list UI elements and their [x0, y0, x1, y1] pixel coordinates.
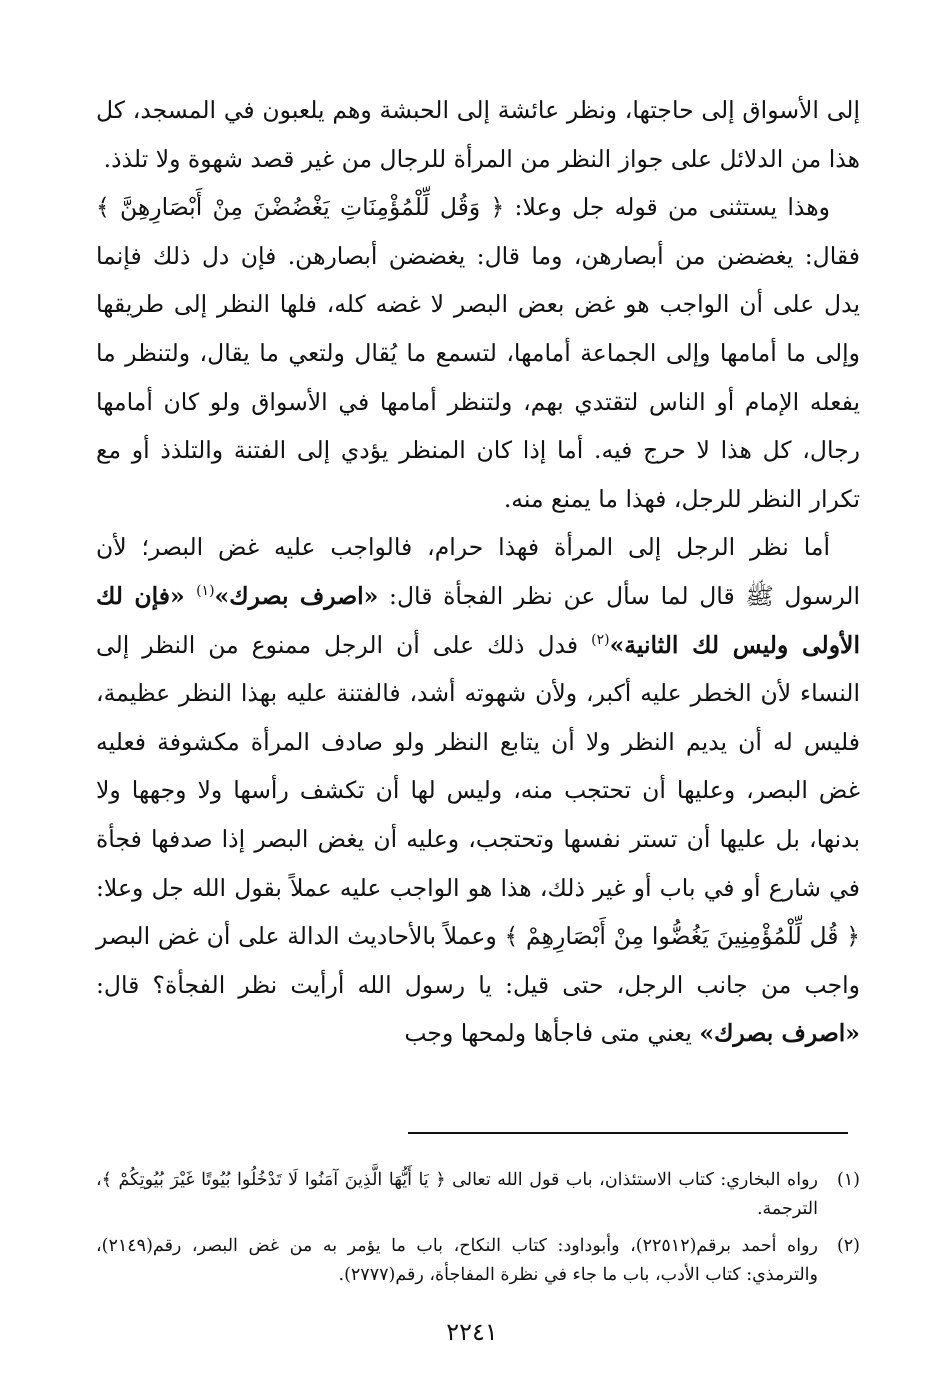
paragraph-3: [96, 523, 860, 1058]
paragraph-1: إلى الأسواق إلى حاجتها، ونظر عائشة إلى الحبشة وهم يلعبون في المسجد، كل هذا من الدلائل على جواز النظر من المرأة للرجال من غير قصد شهوة ولا تلذذ.: [96, 96, 860, 173]
quran-verse-an-nur-31: ﴿ وَقُل لِّلْمُؤْمِنَاتِ يَغْضُضْنَ مِنْ أَبْصَارِهِنَّ ﴾: [96, 193, 505, 222]
footnote-1-text-b: ، الترجمة.: [96, 1170, 818, 1219]
footnote-1-text-a: رواه البخاري: كتاب الاستئذان، باب قول الله تعالى: [445, 1170, 818, 1190]
footnote-divider: [408, 1132, 848, 1134]
paragraph-3-text-c: وعملاً بالأحاديث الدالة على أن غض البصر واجب من جانب الرجل، حتى قيل: يا رسول الله أرأيت نظر الفجأة؟ قال:: [96, 922, 860, 999]
quran-verse-an-nur-30: ﴿ قُل لِّلْمُؤْمِنِينَ يَغُضُّوا مِنْ أَبْصَارِهِمْ ﴾: [504, 922, 860, 951]
paragraph-3-text-a: أما نظر الرجل إلى المرأة فهذا حرام، فالواجب عليه غض البصر؛ لأن الرسول ﷺ قال لما سأل عن نظر الفجأة قال:: [96, 533, 860, 610]
footnote-ref-2: (٢): [591, 631, 610, 648]
hadith-quote-3: «اصرف بصرك»: [699, 1019, 860, 1048]
footnotes: [96, 1166, 860, 1298]
paragraph-2: [96, 183, 860, 523]
hadith-quote-2: «فإن لك الأولى وليس لك الثانية»: [96, 581, 860, 659]
footnote-number: (٢): [836, 1236, 860, 1256]
footnote-ref-1: (١): [196, 583, 215, 600]
footnote-number: (١): [836, 1170, 860, 1190]
main-text: [96, 86, 860, 1058]
paragraph-3-text-d: يعني متى فاجأها ولمحها وجب: [404, 1019, 700, 1048]
hadith-quote-1: «اصرف بصرك»: [214, 581, 379, 610]
page-number: ٢٢٤١: [446, 1318, 498, 1346]
paragraph-3-text-b: فدل ذلك على أن الرجل ممنوع من النظر إلى النساء لأن الخطر عليه أكبر، ولأن شهوته أشد، فالفتنة عليه بهذا النظر عظيمة، فليس له أن يديم النظر ولا أن يتابع النظر ولو صادف المرأة مكشوفة فعليه غض البصر، وعليها أن تحتجب منه، وليس لها أن تكشف رأسها ولا وجهها ولا بدنها، بل عليها أن تستر نفسها وتحتجب، وعليه أن يغض البصر إذا صدفها فجأة في شارع أو في باب أو غير ذلك، هذا هو الواجب عليه عملاً بقول الله جل وعلا:: [96, 630, 860, 902]
paragraph-2-text-a: وهذا يستثنى من قوله جل وعلا:: [504, 193, 830, 222]
footnote-1: [96, 1166, 860, 1224]
quran-verse-an-nur-27: ﴿ يَا أَيُّهَا الَّذِينَ آمَنُوا لَا تَدْخُلُوا بُيُوتًا غَيْرَ بُيُوتِكُمْ ﴾: [101, 1170, 446, 1190]
footnote-2: [96, 1232, 860, 1290]
footnote-2-text: رواه أحمد برقم(٢٢٥١٢)، وأبوداود: كتاب النكاح، باب ما يؤمر به من غض البصر، رقم(٢١٤٩)، والترمذي: كتاب الأدب، باب ما جاء في نظرة المفاجأة، رقم(٢٧٧٧).: [96, 1236, 818, 1285]
paragraph-2-text-b: فقال: يغضضن من أبصارهن، وما قال: يغضضن أبصارهن. فإن دل ذلك فإنما يدل على أن الواجب هو غض بعض البصر لا غضه كله، فلها النظر إلى طريقها وإلى ما أمامها وإلى الجماعة أمامها، لتسمع ما يُقال ولتعي ما يقال، ولتنظر ما يفعله الإمام أو الناس لتقتدي بهم، ولتنظر أمامها في الأسواق ولو كان أمامها رجال، كل هذا لا حرج فيه. أما إذا كان المنظر يؤدي إلى الفتنة والتلذذ أو مع تكرار النظر للرجل، فهذا ما يمنع منه.: [96, 241, 860, 513]
